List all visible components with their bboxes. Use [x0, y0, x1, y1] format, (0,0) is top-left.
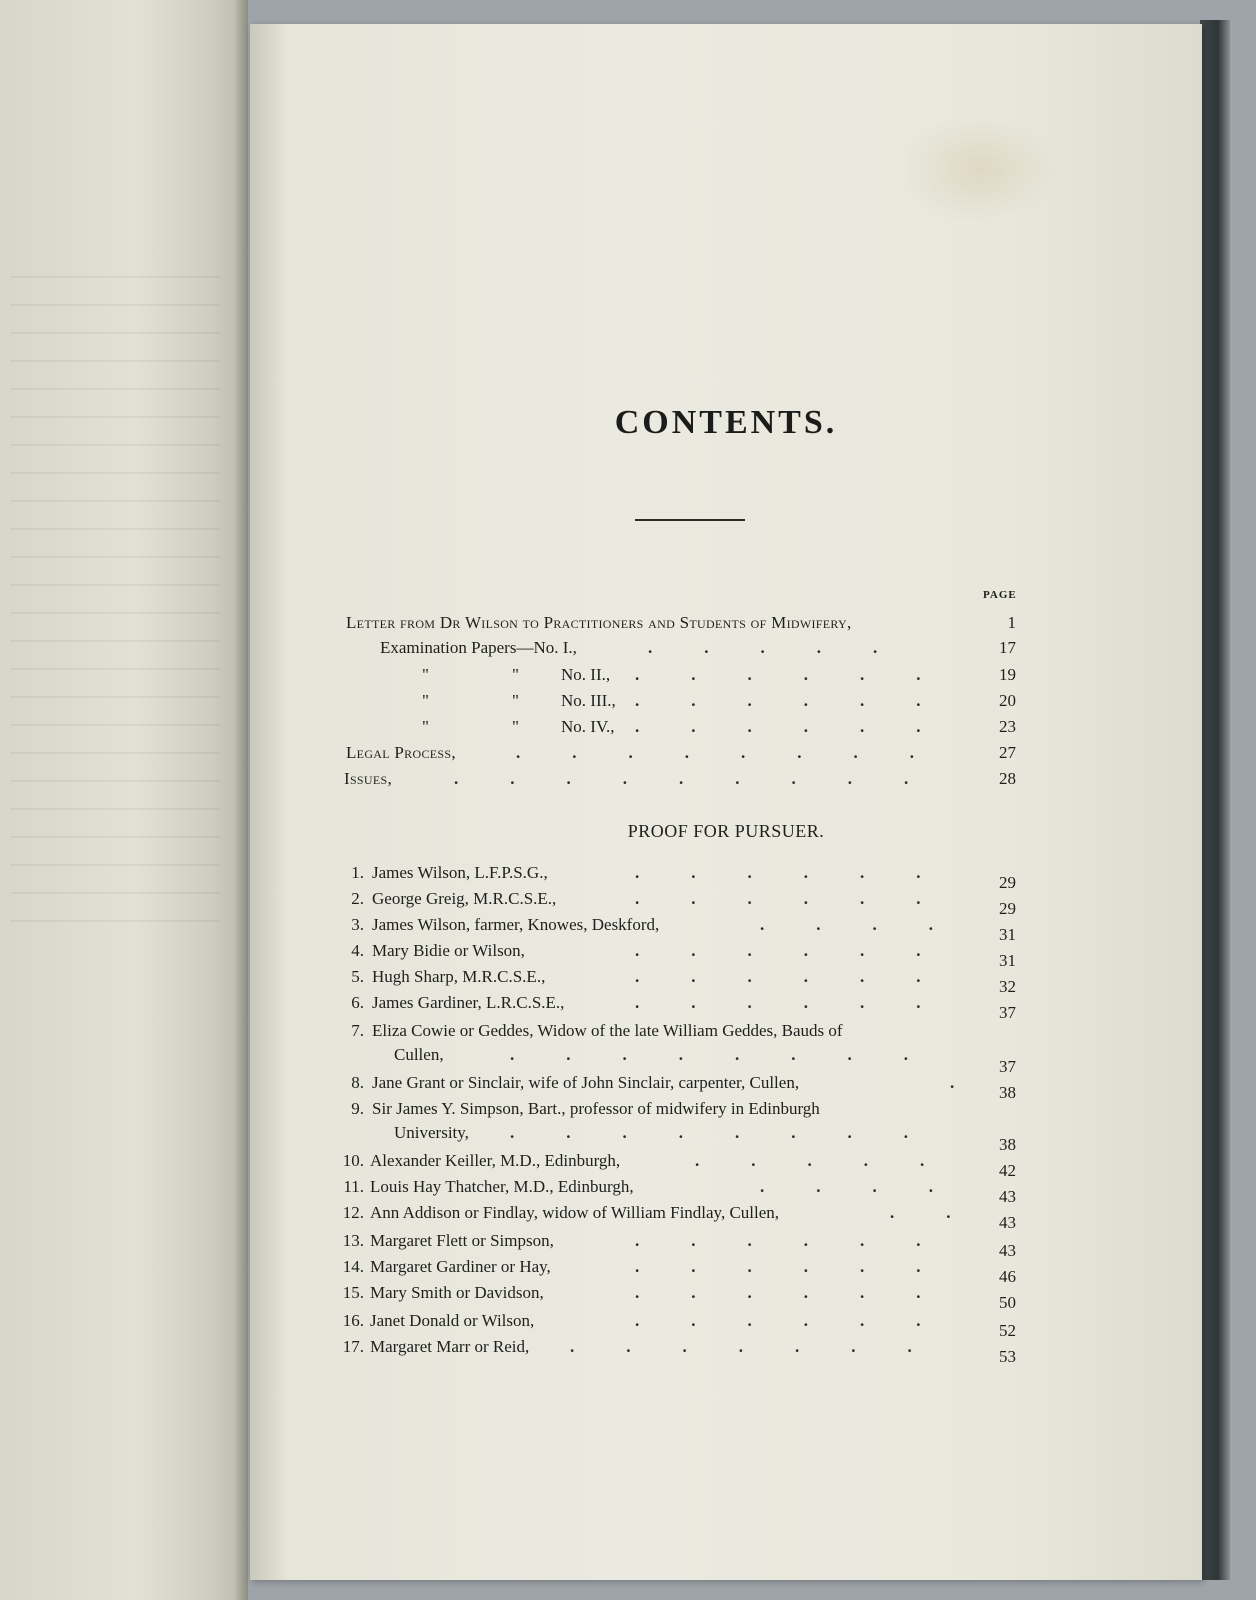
toc-entry	[250, 1202, 1202, 1232]
entry-label: Hugh Sharp, M.R.C.S.E.,	[372, 967, 546, 986]
entry-number: 11.	[343, 1177, 364, 1196]
leader-dots: .....	[695, 1151, 977, 1170]
entry-page: 28	[999, 769, 1016, 788]
toc-entry	[250, 1150, 1202, 1180]
leader-dots: ......	[635, 691, 973, 710]
entry-page: 31	[999, 925, 1016, 944]
entry-number: 12.	[342, 1203, 364, 1222]
book-cover-edge	[1200, 20, 1230, 1580]
entry-label: Examination Papers—No. I.,	[380, 638, 577, 657]
left-page	[0, 0, 248, 1600]
toc-entry	[250, 664, 1202, 690]
leader-dots: ........	[510, 1123, 960, 1142]
page-column-header: PAGE	[983, 589, 1017, 601]
leader-dots: ........	[516, 743, 966, 762]
entry-number: 4.	[351, 941, 364, 960]
toc-entry	[250, 1310, 1202, 1340]
ditto-mark: "	[512, 691, 519, 710]
entry-page: 17	[999, 638, 1016, 657]
toc-entry	[250, 690, 1202, 716]
leader-dots: ......	[635, 941, 973, 960]
entry-number: 5.	[351, 967, 364, 986]
entry-page: 31	[999, 951, 1016, 970]
leader-dots: ......	[635, 665, 973, 684]
leader-dots: ......	[635, 863, 973, 882]
entry-page: 38	[999, 1135, 1016, 1154]
ditto-mark: "	[512, 665, 519, 684]
toc-entry	[250, 716, 1202, 742]
leader-dots: ........	[510, 1045, 960, 1064]
leader-dots: ......	[635, 717, 973, 736]
entry-page: 52	[999, 1321, 1016, 1340]
entry-label: Sir James Y. Simpson, Bart., professor of midwifery in Edinburgh	[372, 1099, 820, 1118]
entry-label: Margaret Flett or Simpson,	[370, 1231, 554, 1250]
leader-dots: ......	[635, 967, 973, 986]
ditto-mark: "	[422, 717, 429, 736]
toc-entry	[250, 966, 1202, 996]
entry-number: 2.	[351, 889, 364, 908]
entry-number: 16.	[342, 1311, 364, 1330]
entry-page: 20	[999, 691, 1016, 710]
entry-label: James Wilson, farmer, Knowes, Deskford,	[372, 915, 660, 934]
entry-label: Jane Grant or Sinclair, wife of John Sinclair, carpenter, Cullen,	[372, 1073, 800, 1092]
leader-dots: ......	[635, 1311, 973, 1330]
toc-entry	[250, 637, 1202, 663]
leader-dots: ....	[760, 1177, 985, 1196]
entry-page: 38	[999, 1083, 1016, 1102]
toc-entry	[250, 992, 1202, 1022]
entry-page: 43	[999, 1213, 1016, 1232]
entry-label: Margaret Gardiner or Hay,	[370, 1257, 551, 1276]
entry-number: 8.	[351, 1073, 364, 1092]
entry-label: No. IV.,	[561, 717, 615, 736]
entry-number: 15.	[342, 1283, 364, 1302]
ditto-mark: "	[422, 665, 429, 684]
entry-page: 29	[999, 899, 1016, 918]
entry-label: Legal Process,	[346, 743, 456, 762]
entry-label: Letter from Dr Wilson to Practitioners and Students of Midwifery,	[346, 613, 852, 632]
contents-page	[250, 24, 1202, 1580]
entry-number: 13.	[342, 1231, 364, 1250]
entry-label: Eliza Cowie or Geddes, Widow of the late William Geddes, Bauds of	[372, 1021, 843, 1040]
entry-page: 29	[999, 873, 1016, 892]
entry-page: 23	[999, 717, 1016, 736]
entry-label: Ann Addison or Findlay, widow of William Findlay, Cullen,	[370, 1203, 780, 1222]
leader-dots: ....	[760, 915, 985, 934]
entry-number: 6.	[351, 993, 364, 1012]
leader-dots: ......	[635, 1231, 973, 1250]
leader-dots: ......	[635, 1257, 973, 1276]
entry-page: 43	[999, 1187, 1016, 1206]
entry-page: 27	[999, 743, 1016, 762]
entry-page: 37	[999, 1057, 1016, 1076]
entry-page: 19	[999, 665, 1016, 684]
page-content	[250, 24, 1202, 1580]
entry-label: Issues,	[344, 769, 393, 788]
entry-number: 7.	[351, 1021, 364, 1040]
entry-label: George Greig, M.R.C.S.E.,	[372, 889, 557, 908]
entry-number: 3.	[351, 915, 364, 934]
entry-number: 14.	[342, 1257, 364, 1276]
entry-page: 32	[999, 977, 1016, 996]
entry-label-continued: University,	[394, 1123, 469, 1142]
toc-entry	[250, 1176, 1202, 1206]
toc-entry	[250, 742, 1202, 768]
toc-entry	[250, 1256, 1202, 1286]
entry-page: 37	[999, 1003, 1016, 1022]
entry-label: No. III.,	[561, 691, 616, 710]
toc-entry	[250, 940, 1202, 970]
entry-label: Mary Bidie or Wilson,	[372, 941, 525, 960]
toc-entry	[250, 1020, 1202, 1076]
toc-entry	[250, 888, 1202, 918]
entry-number: 9.	[351, 1099, 364, 1118]
entry-label: Margaret Marr or Reid,	[370, 1337, 530, 1356]
entry-label: Janet Donald or Wilson,	[370, 1311, 535, 1330]
entry-page: 50	[999, 1293, 1016, 1312]
entry-page: 1	[1007, 613, 1016, 632]
leader-dots: .......	[570, 1337, 964, 1356]
toc-entry	[250, 768, 1202, 794]
leader-dots: ......	[635, 1283, 973, 1302]
ditto-mark: "	[422, 691, 429, 710]
entry-label: Mary Smith or Davidson,	[370, 1283, 544, 1302]
entry-page: 42	[999, 1161, 1016, 1180]
entry-number: 17.	[342, 1337, 364, 1356]
entry-label: Alexander Keiller, M.D., Edinburgh,	[370, 1151, 621, 1170]
entry-label: No. II.,	[561, 665, 611, 684]
show-through-text	[0, 250, 240, 922]
entry-page: 43	[999, 1241, 1016, 1260]
leader-dots: ..	[890, 1203, 1003, 1222]
entry-number: 1.	[351, 863, 364, 882]
title-rule	[635, 519, 745, 521]
toc-entry	[250, 862, 1202, 892]
entry-label: Louis Hay Thatcher, M.D., Edinburgh,	[370, 1177, 634, 1196]
entry-label: James Gardiner, L.R.C.S.E.,	[372, 993, 565, 1012]
section-heading: PROOF FOR PURSUER.	[627, 821, 825, 841]
entry-page: 53	[999, 1347, 1016, 1366]
entry-label-continued: Cullen,	[394, 1045, 444, 1064]
ditto-mark: "	[512, 717, 519, 736]
leader-dots: ......	[635, 889, 973, 908]
leader-dots: .........	[454, 769, 961, 788]
toc-entry	[250, 914, 1202, 944]
toc-entry	[250, 1282, 1202, 1312]
toc-entry	[250, 612, 1202, 638]
page-title: CONTENTS.	[614, 404, 838, 441]
toc-entry	[250, 1230, 1202, 1260]
leader-dots: .	[950, 1073, 1007, 1092]
toc-entry	[250, 1336, 1202, 1366]
entry-page: 46	[999, 1267, 1016, 1286]
leader-dots: .....	[648, 638, 930, 657]
toc-entry	[250, 1098, 1202, 1154]
entry-number: 10.	[342, 1151, 364, 1170]
leader-dots: ......	[635, 993, 973, 1012]
entry-label: James Wilson, L.F.P.S.G.,	[372, 863, 548, 882]
toc-entry	[250, 1072, 1202, 1102]
